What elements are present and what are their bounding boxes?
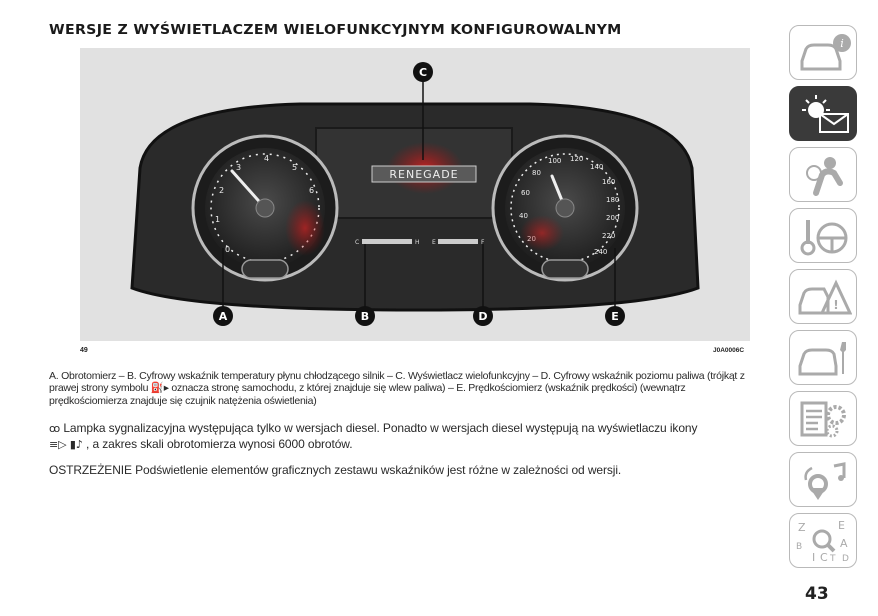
- diesel-text-1: Lampka sygnalizacyjna występująca tylko w wersjach diesel. Ponadto w wersjach diesel występują na wyświetlaczu ikony: [60, 421, 698, 435]
- tacho-tick-4: 4: [264, 154, 270, 163]
- tab-safety[interactable]: [789, 147, 857, 202]
- svg-text:A: A: [840, 537, 848, 550]
- tacho-tick-3: 3: [236, 163, 242, 172]
- fuel-full-label: F: [481, 239, 485, 246]
- svg-text:T: T: [830, 554, 836, 563]
- svg-text:E: E: [611, 310, 619, 323]
- svg-text:Z: Z: [798, 521, 806, 534]
- instrument-cluster-figure: [80, 48, 750, 341]
- svg-text:A: A: [218, 310, 228, 323]
- page-number: 43: [805, 584, 829, 604]
- tab-index[interactable]: [789, 513, 857, 568]
- tab-starting-driving[interactable]: [789, 208, 857, 263]
- tacho-tick-1: 1: [215, 215, 221, 224]
- tacho-tick-5: 5: [292, 163, 298, 172]
- speedo-tick-60: 60: [521, 189, 530, 197]
- tab-warning-lights[interactable]: [789, 86, 857, 141]
- car-warning-triangle-icon: [796, 275, 852, 319]
- location-music-icon: [796, 458, 852, 502]
- svg-text:D: D: [842, 554, 849, 563]
- airbag-person-icon: [796, 153, 852, 197]
- temp-hot-label: H: [415, 239, 420, 246]
- section-title: WERSJE Z WYŚWIETLACZEM WIELOFUNKCYJNYM KONFIGUROWALNYM: [49, 22, 622, 38]
- list-gear-icon: [796, 397, 852, 441]
- glow-plug-icon: ꝏ: [49, 422, 61, 435]
- temp-cold-label: C: [355, 239, 360, 246]
- speedo-tick-180: 180: [606, 196, 620, 204]
- speedo-tick-120: 120: [570, 155, 584, 163]
- warning-text: Podświetlenie elementów graficznych zestawu wskaźników jest różne w zależności od wersji.: [131, 463, 622, 477]
- tab-car-info[interactable]: [789, 25, 857, 80]
- warning-light-envelope-icon: [796, 92, 852, 136]
- diesel-paragraph: [49, 421, 789, 452]
- svg-text:B: B: [796, 542, 803, 552]
- figure-caption: A. Obrotomierz – B. Cyfrowy wskaźnik temperatury płynu chłodzącego silnik – C. Wyświetlacz wielofunkcyjny – D. Cyfrowy wskaźnik poziomu paliwa (trójkąt z prawej strony symbolu ⛽▸ oznacza stronę samochodu, z której znajduje się wlew paliwa) – E. Prędkościomierz (wskaźnik prędkości) (wewnątrz prędkościomierza znajduje się czujnik natężenia oświetlenia): [49, 370, 745, 407]
- speedo-tick-140: 140: [590, 163, 604, 171]
- tacho-tick-2: 2: [219, 186, 225, 195]
- tab-technical-data[interactable]: [789, 391, 857, 446]
- svg-text:C: C: [820, 551, 828, 563]
- svg-text:D: D: [478, 310, 488, 323]
- speedo-tick-40: 40: [519, 212, 528, 220]
- svg-text:B: B: [360, 310, 370, 323]
- figure-code: J0A0006C: [713, 347, 745, 354]
- svg-text:I: I: [812, 551, 816, 563]
- speedo-tick-100: 100: [548, 157, 562, 165]
- callout-c: [413, 62, 433, 82]
- tab-emergency[interactable]: [789, 269, 857, 324]
- key-steering-wheel-icon: [796, 214, 852, 258]
- index-search-icon: [796, 519, 852, 563]
- diesel-icons: ≡▷ ▮♪: [49, 437, 83, 451]
- speedo-tick-80: 80: [532, 169, 541, 177]
- speedo-tick-220: 220: [602, 232, 616, 240]
- car-wrench-icon: [796, 336, 852, 380]
- svg-text:C: C: [418, 66, 428, 79]
- svg-text:!: !: [833, 298, 839, 312]
- tachometer: [193, 136, 337, 280]
- instrument-cluster-illustration: [80, 48, 750, 341]
- car-info-icon: [796, 31, 852, 75]
- tacho-tick-0: 0: [225, 245, 231, 254]
- speedo-tick-200: 200: [606, 214, 620, 222]
- warning-paragraph: [49, 463, 761, 477]
- tacho-tick-6: 6: [309, 186, 315, 195]
- callout-a: [213, 306, 233, 326]
- callout-b: [355, 306, 375, 326]
- diesel-text-2: , a zakres skali obrotomierza wynosi 6000 obrotów.: [82, 436, 353, 451]
- speedo-tick-160: 160: [602, 178, 616, 186]
- callout-d: [473, 306, 493, 326]
- warning-label: OSTRZEŻENIE: [49, 463, 132, 477]
- svg-text:E: E: [838, 519, 845, 532]
- fuel-empty-label: E: [432, 239, 436, 246]
- tab-multimedia[interactable]: [789, 452, 857, 507]
- svg-text:i: i: [840, 37, 844, 50]
- tab-maintenance[interactable]: [789, 330, 857, 385]
- callout-e: [605, 306, 625, 326]
- figure-number: 49: [80, 347, 88, 354]
- brand-label: RENEGADE: [389, 168, 459, 181]
- speedo-tick-240: 240: [594, 248, 608, 256]
